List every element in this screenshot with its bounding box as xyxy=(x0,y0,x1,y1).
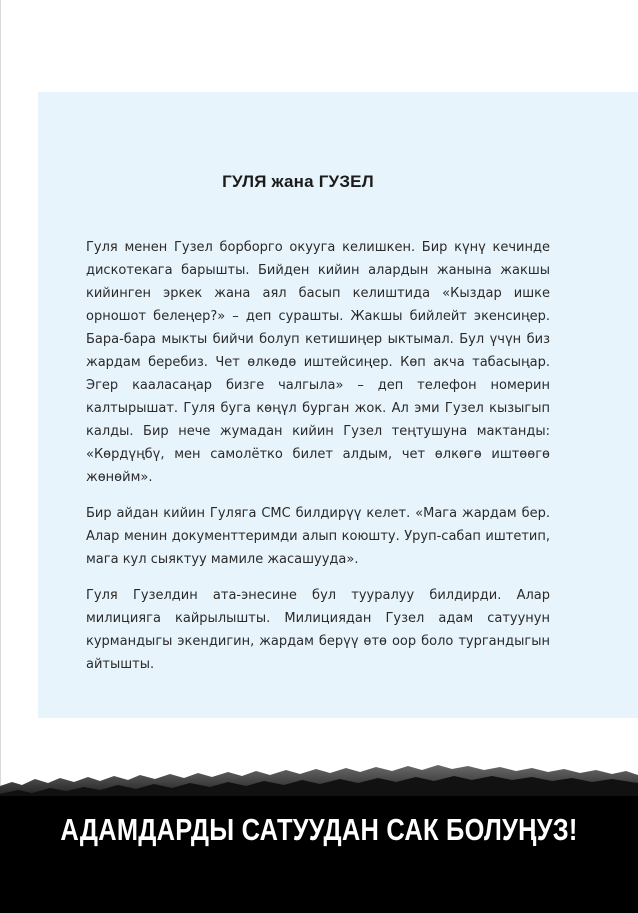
footer-slogan: АДАМДАРДЫ САТУУДАН САК БОЛУҢУЗ! xyxy=(60,812,578,847)
story-paragraph: Гуля Гузелдин ата-энесине бул тууралуу билдирди. Алар милицияга кайрылышты. Милициядан Гузел адам сатуунун курмандыгы экендигин, жардам берүү өтө оор боло тургандыгын айтышты. xyxy=(86,588,550,672)
story-title: ГУЛЯ жана ГУЗЕЛ xyxy=(222,172,374,191)
story-paragraph: Гуля менен Гузел борборго окууга келишкен. Бир күнү кечинде дискотекага барышты. Бийден кийин алардын жанына жакшы кийинген эркек жана аял басып келиштида «Кыздар ишке орношот белеңер?» – деп сурашты. Жакшы бийлейт экенсиңер. Бара-бара мыкты бийчи болуп кетишиңер ыктымал. Бул үчүн биз жардам беребиз. Чет өлкөдө иштейсиңер. Көп акча табасыңар. Эгер кааласаңар бизге чалгыла» – деп телефон номерин калтырышат. Гуля буга көңүл бурган жок. Ал эми Гузел кызыгып калды. Бир нече жумадан кийин Гузел теңтушуна мактанды: «Көрдүңбү, мен самолётко билет алдым, чет өлкөгө иштөөгө жөнөйм». xyxy=(86,240,550,485)
story-paragraph: Бир айдан кийин Гуляга СМС билдирүү келет. «Мага жардам бер. Алар менин документтеримди алып коюшту. Уруп-сабап иштетип, мага кул сыяктуу мамиле жасашууда». xyxy=(86,506,550,567)
story-body xyxy=(86,236,550,689)
